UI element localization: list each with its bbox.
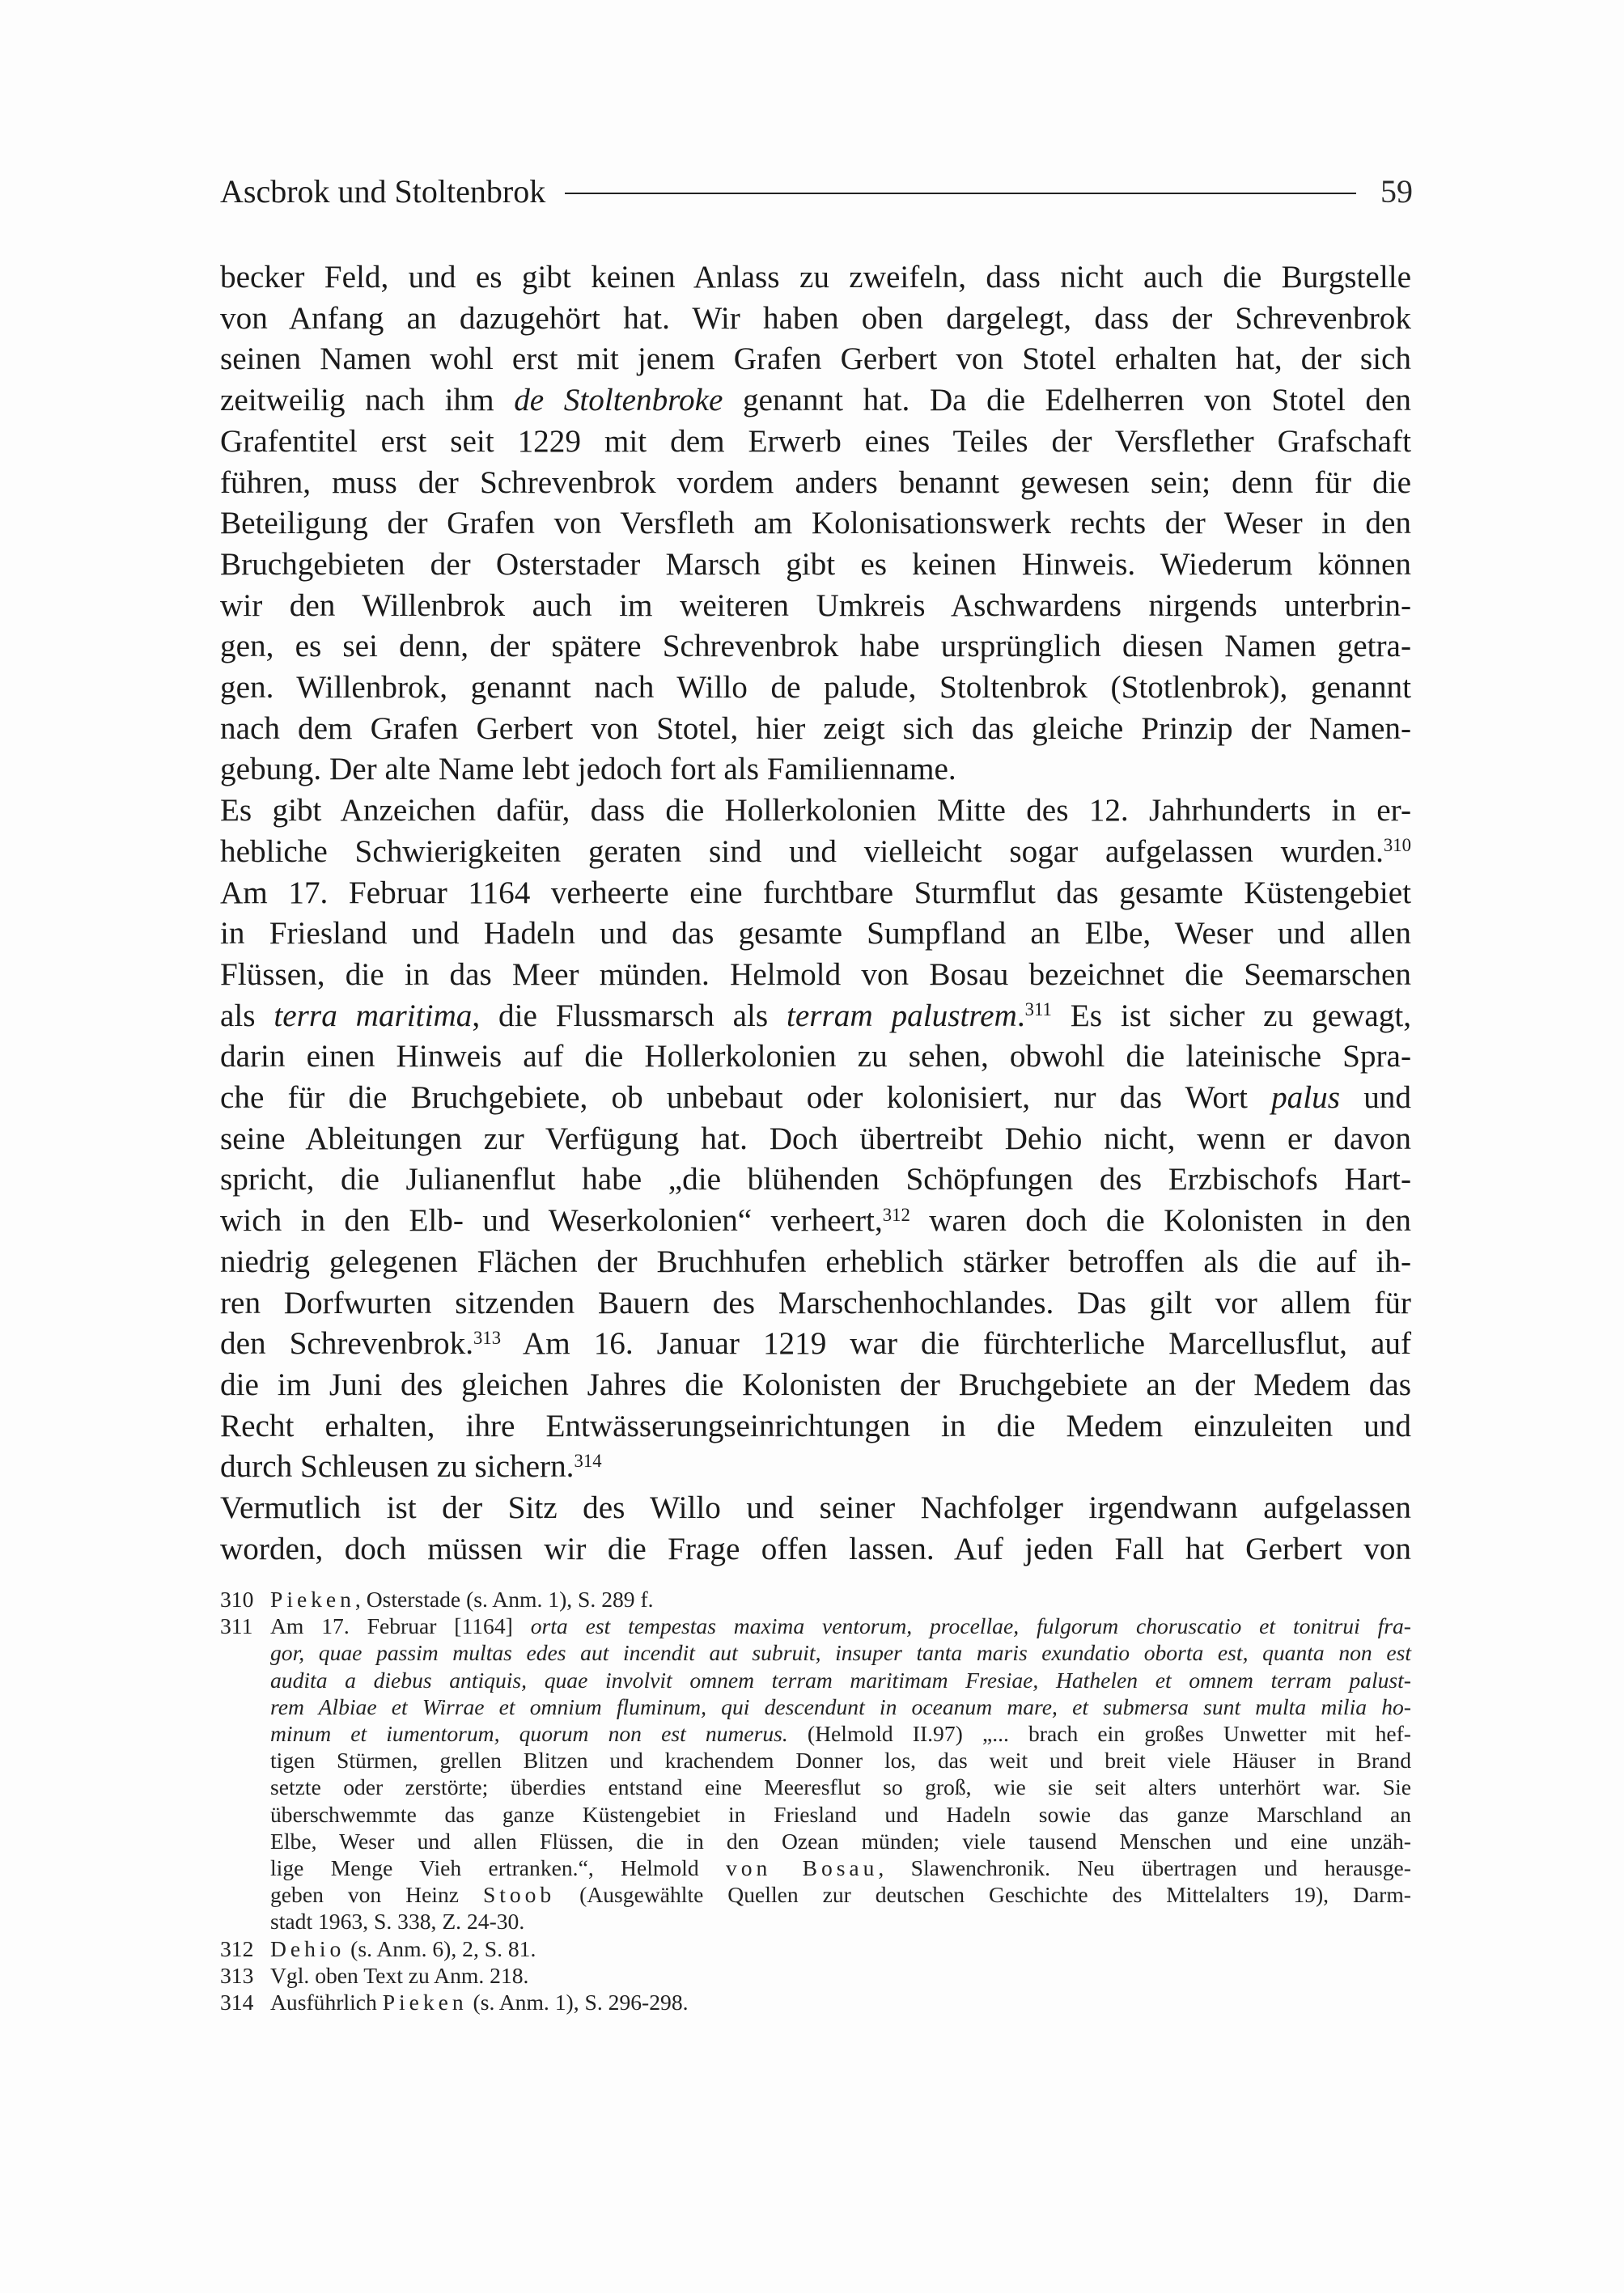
footnote-number: 311 [220,1613,253,1639]
text-line: Es gibt Anzeichen dafür, dass die Hollerkolonien Mitte des 12. Jahrhunderts in er- [220,793,1411,829]
footnote-text [270,1613,1411,1935]
text-line: becker Feld, und es gibt keinen Anlass zu zweifeln, dass nicht auch die Burgstelle [220,260,1411,295]
text-run: lige Menge Vieh ertranken.“, Helmold [270,1855,726,1881]
text-line: gen, es sei denn, der spätere Schrevenbrok habe ursprünglich diesen Namen getra- [220,629,1411,664]
footnote-number: 310 [220,1587,254,1612]
text-run: Am 16. Januar 1219 war die fürchterliche Marcellusflut, auf [501,1326,1412,1362]
text-line: Bruchgebieten der Osterstader Marsch gibt es keinen Hinweis. Wiederum können [220,546,1411,582]
note-line [270,1854,1411,1881]
italic-term: terra maritima [273,998,473,1033]
note-line [270,1720,1411,1747]
author-name: Pieken [382,1990,468,2015]
text-line: seine Ableitungen zur Verfügung hat. Doch übertreibt Dehio nicht, wenn er davon [220,1121,1411,1156]
footnotes [220,1586,1411,2015]
latin-quote: rem Albiae et Wirrae et omnium fluminum, qui descendunt in oceanum mare, et submersa sunt multa milia ho- [270,1693,1411,1719]
text-run: che für die Bruchgebiete, ob unbebaut oder kolonisiert, nur das Wort [220,1080,1272,1116]
latin-quote: audita a diebus antiquis, quae involvit omnem terram maritimam Fresiae, Hathelen et omnem terram palust- [270,1667,1411,1693]
footnote-310 [220,1586,1411,1613]
footnote-ref-314[interactable]: 314 [574,1450,602,1471]
text-line: Recht erhalten, ihre Entwässerungseinrichtungen in die Medem einzuleiten und [220,1408,1411,1443]
text-line: spricht, die Julianenflut habe „die blühenden Schöpfungen des Erzbischofs Hart- [220,1162,1411,1197]
note-line [270,1667,1411,1693]
body-text [220,257,1411,1570]
text-line [220,1447,1411,1488]
text-run: , die Flussmarsch als [472,998,787,1033]
text-run: durch Schleusen zu sichern. [220,1449,575,1485]
note-line: überschwemmte das ganze Küstengebiet in Friesland und Hadeln sowie das ganze Marschland an [270,1801,1411,1827]
italic-term: palus [1271,1080,1340,1116]
author-name: Pieken [270,1587,355,1612]
text-run: den Schrevenbrok. [220,1326,474,1362]
text-run: als [220,998,274,1033]
author-name: von Bosau [725,1855,879,1881]
text-run: . [1016,998,1025,1033]
text-line: darin einen Hinweis auf die Hollerkolonien zu sehen, obwohl die lateinische Spra- [220,1039,1411,1074]
text-line: ren Dorfwurten sitzenden Bauern des Marschenhochlandes. Das gilt vor allem für [220,1285,1411,1320]
paragraph-2 [220,790,1411,1488]
text-line: Flüssen, die in das Meer münden. Helmold von Bosau bezeichnet die Seemarschen [220,956,1411,992]
footnote-number: 312 [220,1935,254,1961]
text-run: , Osterstade (s. Anm. 1), S. 289 f. [354,1587,654,1612]
text-run: (s. Anm. 6), 2, S. 81. [345,1935,536,1961]
text-line: Am 17. Februar 1164 verheerte eine furchtbare Sturmflut das gesamte Küstengebiet [220,875,1411,910]
text-line: Beteiligung der Grafen von Versfleth am Kolonisationswerk rechts der Weser in den [220,506,1411,541]
text-run: genannt hat. Da die Edelherren von Stotel den [723,383,1411,418]
running-head-title: Ascbrok und Stoltenbrok [220,172,546,210]
footnote-311 [220,1613,1411,1935]
note-line [270,1693,1411,1720]
note-line [270,1639,1411,1666]
italic-name: de Stoltenbroke [514,383,723,418]
text-run: geben von Heinz [270,1882,483,1908]
text-line: führen, muss der Schrevenbrok vordem anders benannt gewesen sein; denn für die [220,464,1411,500]
text-line: wir den Willenbrok auch im weiteren Umkreis Aschwardens nirgends unterbrin- [220,587,1411,623]
footnote-ref-313[interactable]: 313 [473,1327,502,1348]
text-run: Es ist sicher zu gewagt, [1051,998,1412,1033]
latin-quote: orta est tempestas maxima ventorum, procellae, fulgorum choruscatio et tonitrui fra- [530,1613,1411,1639]
text-line: Vermutlich ist der Sitz des Willo und seiner Nachfolger irgendwann aufgelassen [220,1490,1411,1526]
text-line [220,1201,1411,1242]
text-line: gebung. Der alte Name lebt jedoch fort als Familienname. [220,752,956,787]
note-line: stadt 1963, S. 338, Z. 24-30. [270,1909,525,1935]
text-run: (s. Anm. 1), S. 296-298. [467,1990,689,2015]
paragraph-3 [220,1488,1411,1570]
text-run: Ausführlich [270,1990,383,2015]
text-line [220,1324,1411,1365]
text-line [220,832,1411,873]
text-run: zeitweilig nach ihm [220,383,515,418]
text-run: (Helmold II.97) „... brach ein großes Unwetter mit hef- [787,1721,1411,1747]
paragraph-1 [220,257,1411,790]
text-line: Grafentitel erst seit 1229 mit dem Erwerb eines Teiles der Versflether Grafschaft [220,423,1411,459]
page-number: 59 [1380,172,1413,210]
text-line: nach dem Grafen Gerbert von Stotel, hier zeigt sich das gleiche Prinzip der Namen- [220,710,1411,746]
footnote-313 [220,1962,1411,1989]
text-line: seinen Namen wohl erst mit jenem Grafen Gerbert von Stotel erhalten hat, der sich [220,341,1411,377]
text-line [220,1078,1411,1119]
footnote-text [270,1989,1411,2015]
text-line [220,996,1411,1037]
footnote-312 [220,1935,1411,1962]
footnote-text [270,1586,1411,1613]
footnote-number: 313 [220,1962,254,1988]
footnote-ref-311[interactable]: 311 [1024,999,1052,1020]
header-rule [565,193,1356,194]
text-run: (Ausgewählte Quellen zur deutschen Geschichte des Mittelalters 19), Darm- [555,1882,1411,1908]
note-line [270,1881,1411,1908]
text-run: und [1340,1080,1411,1116]
note-line: setzte oder zerstörte; überdies entstand eine Meeresflut so groß, wie sie seit alters unterhört war. Sie [270,1774,1411,1800]
latin-quote: gor, quae passim multas edes aut incendit aut subruit, insuper tanta maris exundatio oborta est, quanta non est [270,1640,1411,1666]
footnote-314 [220,1989,1411,2015]
author-name: Stoob [482,1882,556,1908]
text-line: worden, doch müssen wir die Frage offen lassen. Auf jeden Fall hat Gerbert von [220,1531,1411,1566]
author-name: Dehio [270,1935,346,1961]
footnote-text [270,1935,1411,1962]
text-line [220,380,1411,422]
footnote-number: 314 [220,1990,254,2015]
running-header [220,170,1413,212]
text-run: Am 17. Februar [1164] [270,1613,531,1639]
note-line: Elbe, Weser und allen Flüssen, die in den Ozean münden; viele tausend Menschen und eine unzäh- [270,1828,1411,1854]
footnote-text: Vgl. oben Text zu Anm. 218. [270,1962,529,1988]
footnote-ref-312[interactable]: 312 [882,1204,910,1225]
text-line: niedrig gelegenen Flächen der Bruchhufen erheblich stärker betroffen als die auf ih- [220,1244,1411,1279]
text-line: in Friesland und Hadeln und das gesamte Sumpfland an Elbe, Weser und allen [220,916,1411,952]
footnote-ref-310[interactable]: 310 [1383,835,1411,856]
text-run: wich in den Elb- und Weserkolonien“ verheert, [220,1203,883,1239]
text-run: , Slawenchronik. Neu übertragen und herausge- [878,1855,1411,1881]
text-run: waren doch die Kolonisten in den [910,1203,1411,1239]
text-line: von Anfang an dazugehört hat. Wir haben oben dargelegt, dass der Schrevenbrok [220,300,1411,336]
text-line: gen. Willenbrok, genannt nach Willo de palude, Stoltenbrok (Stotlenbrok), genannt [220,670,1411,706]
text-line: die im Juni des gleichen Jahres die Kolonisten der Bruchgebiete an der Medem das [220,1367,1411,1402]
text-run: hebliche Schwierigkeiten geraten sind und vielleicht sogar aufgelassen wurden. [220,833,1384,869]
note-line [270,1613,1411,1639]
latin-quote: minum et iumentorum, quorum non est numerus. [270,1721,788,1747]
note-line: tigen Stürmen, grellen Blitzen und krachendem Donner los, das weit und breit viele Häuser in Brand [270,1748,1411,1774]
italic-term: terram palustrem [787,998,1017,1033]
